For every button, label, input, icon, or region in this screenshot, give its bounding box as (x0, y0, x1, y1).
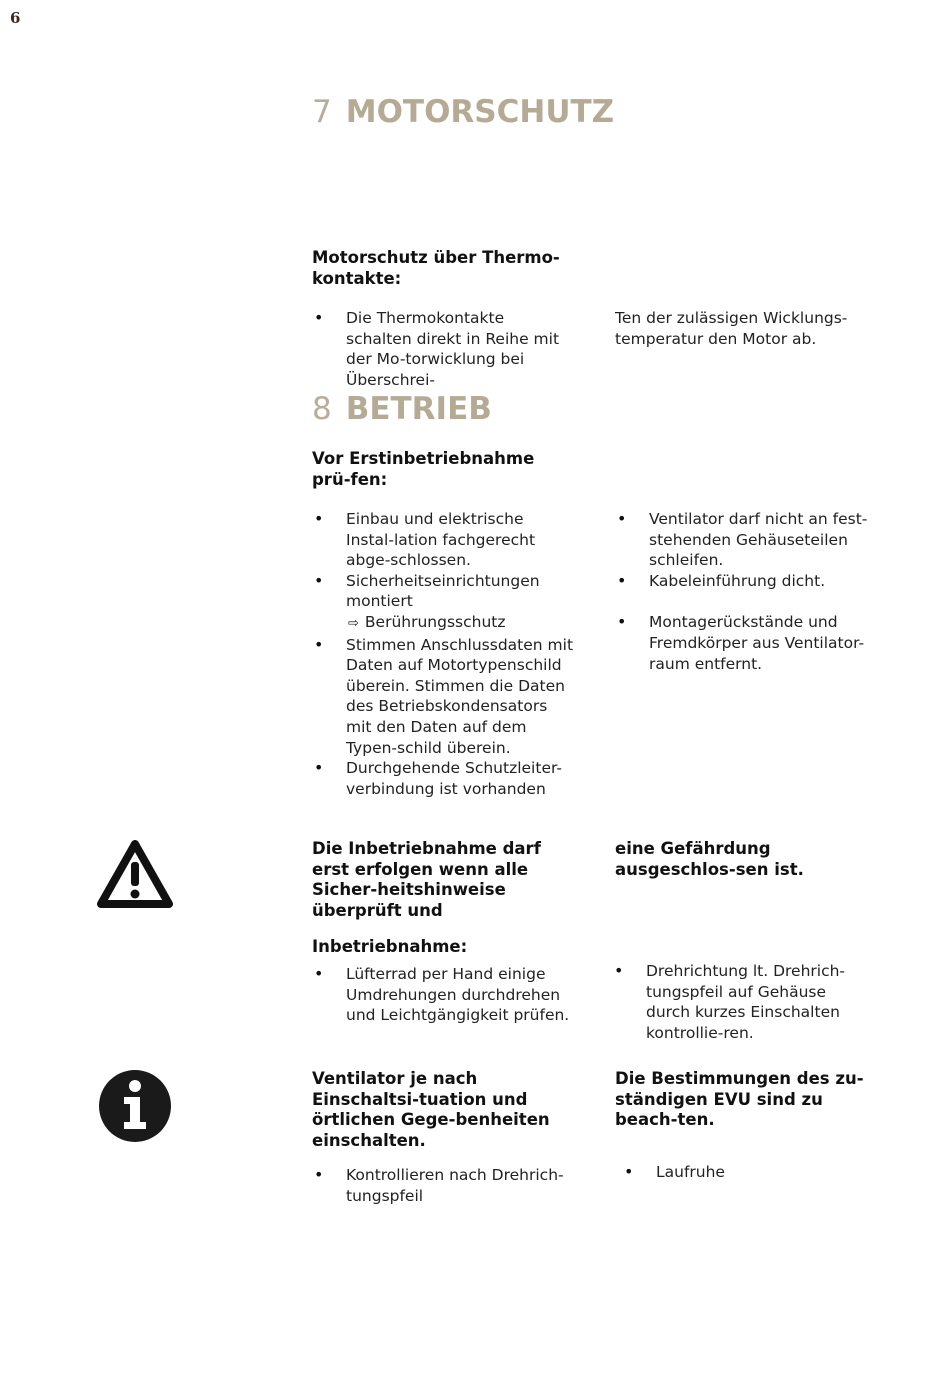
pre-commissioning-right-column (615, 509, 873, 674)
list-item: • Durchgehende Schutzleiter-verbindung ist vorhanden (312, 758, 574, 799)
info-circle-icon (98, 1069, 172, 1143)
list-item: • Kabeleinführung dicht. (615, 571, 873, 592)
section-7-heading (312, 94, 614, 130)
pre-commissioning-subheading: Vor Erstinbetriebnahme prü-fen: (312, 449, 535, 489)
page-number: 6 (10, 9, 21, 27)
pre-commissioning-left-column (312, 509, 574, 799)
list-item: • Laufruhe (622, 1162, 862, 1183)
commissioning-subheading: Inbetriebnahme: (312, 937, 468, 956)
list-item: • Die Thermokontakte schalten direkt in Reihe mit der Mo-torwicklung bei Überschrei- (312, 308, 574, 390)
list-item (312, 571, 574, 635)
commissioning-left-column (312, 964, 574, 1026)
motor-protection-right-text: Ten der zulässigen Wicklungs-temperatur den Motor ab. (615, 309, 848, 348)
info-text-left: Ventilator je nach Einschaltsi-tuation und örtlichen Gege-benheiten einschalten. (312, 1069, 550, 1150)
list-item-text: Sicherheitseinrichtungen montiert (346, 571, 540, 611)
arrow-right-icon: ⇨ (348, 615, 359, 631)
list-item: • Montagerückstände und Fremdkörper aus Ventilator-raum entfernt. (615, 612, 873, 674)
list-item: • Stimmen Anschlussdaten mit Daten auf Motortypenschild überein. Stimmen die Daten des Betriebskondensators mit den Daten auf dem Typen-schild überein. (312, 635, 574, 759)
list-item: • Ventilator darf nicht an fest-stehenden Gehäuseteilen schleifen. (615, 509, 873, 571)
section-8-title: BETRIEB (345, 391, 492, 427)
warning-text-right: eine Gefährdung ausgeschlos-sen ist. (615, 839, 804, 879)
list-item: • Drehrichtung lt. Drehrich-tungspfeil auf Gehäuse durch kurzes Einschalten kontrollie-ren. (612, 961, 874, 1043)
warning-triangle-icon (96, 838, 174, 910)
list-item: • Kontrollieren nach Drehrich-tungspfeil (312, 1165, 574, 1206)
arrow-sub-item-text: Berührungsschutz (364, 612, 506, 631)
section-7-title: MOTORSCHUTZ (345, 94, 615, 130)
info-left-column (312, 1165, 574, 1206)
info-text-right: Die Bestimmungen des zu-ständigen EVU sind zu beach-ten. (615, 1069, 864, 1130)
motor-protection-subheading: Motorschutz über Thermo-kontakte: (312, 248, 560, 288)
list-item: • Einbau und elektrische Instal-lation fachgerecht abge-schlossen. (312, 509, 574, 571)
motor-protection-left-column (312, 308, 574, 390)
warning-text-left: Die Inbetriebnahme darf erst erfolgen wenn alle Sicher-heitshinweise überprüft und (312, 839, 541, 920)
section-7-number: 7 (312, 94, 332, 130)
info-right-column (622, 1162, 862, 1183)
section-8-heading (312, 391, 492, 427)
list-item: • Lüfterrad per Hand einige Umdrehungen durchdrehen und Leichtgängigkeit prüfen. (312, 964, 574, 1026)
arrow-sub-item (346, 612, 574, 635)
commissioning-right-column (612, 961, 874, 1043)
section-8-number: 8 (312, 391, 332, 427)
